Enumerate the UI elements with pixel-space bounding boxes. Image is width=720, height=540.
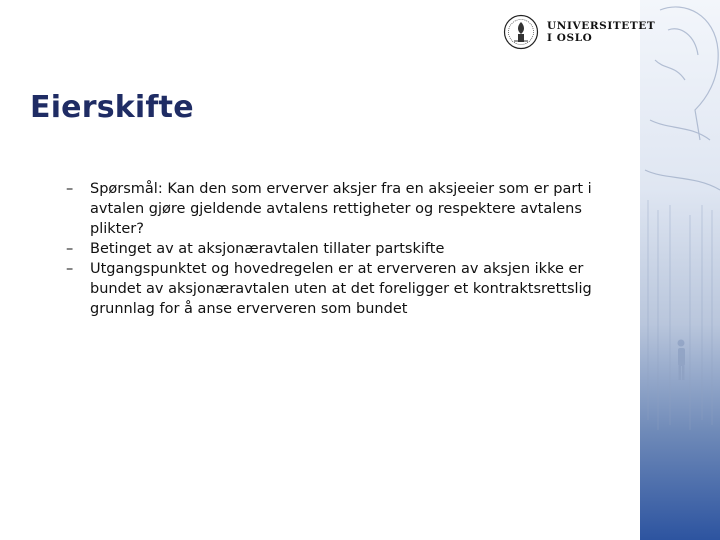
bullet-list <box>66 179 616 319</box>
bullet-dash: – <box>66 261 74 277</box>
sidebar-artwork <box>640 0 720 540</box>
university-name <box>547 20 655 44</box>
university-name-line1: UNIVERSITETET <box>547 20 656 32</box>
bullet-item <box>66 239 616 259</box>
slide-title: Eierskifte <box>30 90 194 125</box>
bullet-item <box>66 179 616 239</box>
bullet-item <box>66 259 616 319</box>
university-name-line2: I OSLO <box>547 32 593 44</box>
bullet-text: Spørsmål: Kan den som erverver aksjer fra en aksjeeier som er part i avtalen gjøre gjeldende avtalens rettigheter og respektere avtalens plikter? <box>90 181 592 237</box>
bullet-dash: – <box>66 181 74 197</box>
bullet-text: Utgangspunktet og hovedregelen er at erververen av aksjen ikke er bundet av aksjonæravtalen uten at det foreligger et kontraktsrettslig grunnlag for å anse erververen som bundet <box>90 261 592 317</box>
bullet-text: Betinget av at aksjonæravtalen tillater partskifte <box>90 241 445 257</box>
university-logo <box>503 12 655 52</box>
bullet-dash: – <box>66 241 74 257</box>
decorative-sidebar <box>640 0 720 540</box>
university-seal-icon <box>503 14 539 50</box>
